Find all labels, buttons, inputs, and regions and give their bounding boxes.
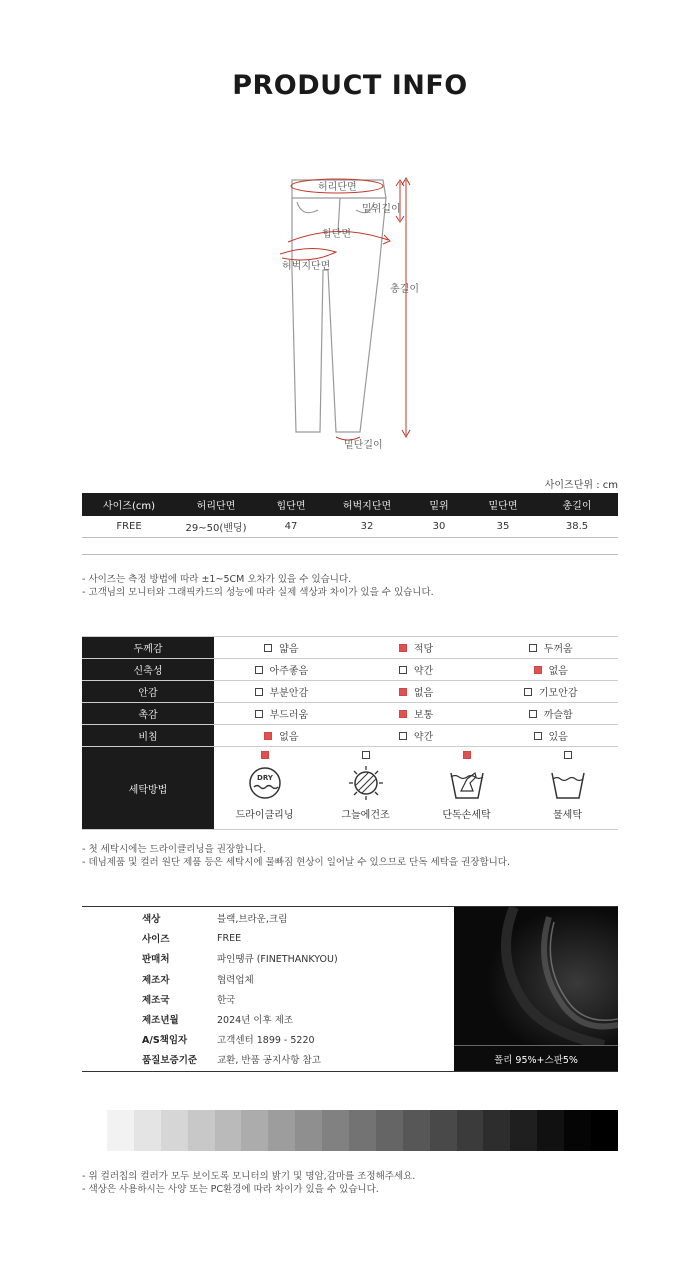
washing-row	[82, 747, 618, 830]
washing-item-label: 물세탁	[553, 810, 582, 821]
attribute-option-label: 아주좋음	[269, 666, 309, 677]
size-cell: FREE	[82, 516, 176, 538]
washing-item-label: 그늘에건조	[341, 810, 390, 821]
attribute-option	[483, 637, 618, 658]
washing-item	[214, 747, 315, 829]
rise-label: 밑위길이	[362, 204, 401, 215]
attribute-option-label: 약간	[413, 666, 434, 677]
attribute-option-label: 없음	[279, 732, 299, 743]
unchecked-box-icon	[362, 751, 370, 759]
measure-lines	[280, 178, 410, 440]
shade-dry-icon	[344, 765, 388, 801]
attribute-option-label: 없음	[413, 688, 434, 699]
detail-key: 판매처	[142, 954, 170, 966]
attribute-options	[214, 725, 618, 746]
attribute-option-label: 부분안감	[269, 688, 309, 699]
unchecked-box-icon	[399, 666, 407, 674]
attribute-option-label: 부드러움	[269, 710, 309, 721]
attribute-option-label: 약간	[413, 732, 434, 743]
color-note: - 색상은 사용하시는 사양 또는 PC환경에 따라 차이가 있을 수 있습니다.	[82, 1184, 379, 1195]
attribute-label: 촉감	[82, 703, 214, 724]
attribute-option	[214, 659, 349, 680]
washing-item	[517, 747, 618, 829]
attribute-option	[483, 659, 618, 680]
size-table	[82, 493, 618, 538]
attribute-row	[82, 659, 618, 681]
size-cell: 38.5	[536, 516, 618, 538]
washing-label: 세탁방법	[82, 747, 214, 829]
attribute-option-label: 두꺼움	[543, 644, 573, 655]
attribute-row	[82, 703, 618, 725]
color-chip	[188, 1110, 215, 1151]
detail-row	[82, 969, 454, 989]
fabric-texture-image	[454, 907, 618, 1045]
attribute-options	[214, 703, 618, 724]
unchecked-box-icon	[524, 688, 532, 696]
attribute-option	[214, 725, 349, 746]
detail-row	[82, 1049, 454, 1069]
unchecked-box-icon	[564, 751, 572, 759]
checked-box-icon	[264, 732, 272, 740]
attribute-option	[214, 681, 349, 702]
unchecked-box-icon	[399, 732, 407, 740]
attribute-label: 비침	[82, 725, 214, 746]
unchecked-box-icon	[255, 710, 263, 718]
product-detail-table	[82, 906, 618, 1072]
unchecked-box-icon	[264, 644, 272, 652]
size-cell: 35	[470, 516, 536, 538]
attribute-option	[349, 681, 484, 702]
attribute-option-label: 보통	[413, 710, 434, 721]
checked-box-icon	[399, 710, 407, 718]
attribute-option-label: 까슬함	[543, 710, 573, 721]
color-chip	[483, 1110, 510, 1151]
fabric-image	[454, 907, 618, 1045]
wash-note: - 데님제품 및 컬러 원단 제품 등은 세탁시에 물빠짐 현상이 일어날 수 있으므로 단독 세탁을 권장합니다.	[82, 857, 511, 868]
hand-wash-icon	[445, 765, 489, 801]
attribute-row	[82, 725, 618, 747]
detail-row	[82, 1029, 454, 1049]
attribute-option	[349, 703, 484, 724]
size-header-total: 총길이	[536, 493, 618, 516]
detail-value: 교환, 반품 공지사항 참고	[217, 1055, 321, 1067]
attribute-options	[214, 659, 618, 680]
detail-key: A/S책임자	[142, 1035, 188, 1047]
size-header-rise: 밑위	[408, 493, 470, 516]
size-table-header-row	[82, 493, 618, 516]
attribute-option	[483, 681, 618, 702]
attribute-option	[349, 637, 484, 658]
attribute-options	[214, 637, 618, 658]
size-header-thigh: 허벅지단면	[326, 493, 408, 516]
attribute-label: 두께감	[82, 637, 214, 658]
detail-value: 협력업체	[217, 974, 254, 986]
attribute-table	[82, 636, 618, 830]
attribute-option	[214, 703, 349, 724]
fabric-composition: 폴리 95%+스판5%	[454, 1045, 618, 1071]
color-chip	[134, 1110, 161, 1151]
checked-box-icon	[399, 644, 407, 652]
washing-item-label: 단독손세탁	[442, 810, 491, 821]
attribute-label: 신축성	[82, 659, 214, 680]
thigh-label: 허벅지단면	[282, 261, 331, 272]
color-note: - 위 컬러칩의 컬러가 모두 보이도록 모니터의 밝기 및 명암,감마를 조정해주세요.	[82, 1171, 416, 1182]
attribute-option-label: 없음	[548, 666, 568, 677]
attribute-row	[82, 636, 618, 659]
washing-item-label: 드라이클리닝	[235, 810, 294, 821]
color-chip	[403, 1110, 430, 1151]
unchecked-box-icon	[529, 710, 537, 718]
attribute-option	[349, 659, 484, 680]
size-cell: 30	[408, 516, 470, 538]
color-chip	[295, 1110, 322, 1151]
water-wash-icon	[546, 765, 590, 801]
size-unit-label: 사이즈단위 : cm	[544, 480, 618, 491]
color-chip	[430, 1110, 457, 1151]
size-header-hip: 힙단면	[256, 493, 326, 516]
detail-row	[82, 908, 454, 928]
dry-clean-icon-text: DRY	[256, 774, 273, 782]
detail-key: 품질보증기준	[142, 1055, 198, 1067]
page-title: PRODUCT INFO	[232, 70, 468, 101]
checked-box-icon	[261, 751, 269, 759]
color-chip	[591, 1110, 618, 1151]
size-header-hem: 밑단면	[470, 493, 536, 516]
attribute-option	[483, 703, 618, 724]
detail-key: 제조년월	[142, 1015, 179, 1026]
detail-value: 2024년 이후 제조	[217, 1015, 294, 1026]
pants-outline	[292, 180, 386, 432]
attribute-option-label: 적당	[413, 644, 434, 655]
waist-label: 허리단면	[318, 182, 357, 193]
unchecked-box-icon	[255, 666, 263, 674]
color-chip	[322, 1110, 349, 1151]
checked-box-icon	[534, 666, 542, 674]
detail-row	[82, 948, 454, 968]
pants-measurement-diagram	[0, 160, 700, 460]
detail-key: 제조자	[142, 974, 170, 986]
detail-value: FREE	[217, 932, 242, 944]
detail-row	[82, 928, 454, 948]
color-chip	[349, 1110, 376, 1151]
size-cell: 47	[256, 516, 326, 538]
color-chip	[564, 1110, 591, 1151]
size-cell: 29~50(밴딩)	[176, 516, 256, 538]
color-chip	[215, 1110, 242, 1151]
wash-note: - 첫 세탁시에는 드라이클리닝을 권장합니다.	[82, 844, 266, 855]
detail-row	[82, 989, 454, 1009]
color-chip	[457, 1110, 484, 1151]
attribute-option	[214, 637, 349, 658]
size-note: - 고객님의 모니터와 그래픽카드의 성능에 따라 실제 색상과 차이가 있을 수 있습니다.	[82, 587, 434, 598]
detail-value: 블랙,브라운,크림	[217, 914, 288, 925]
detail-value: 고객센터 1899 - 5220	[217, 1035, 315, 1047]
washing-item	[315, 747, 416, 829]
detail-value: 파인땡큐 (FINETHANKYOU)	[217, 954, 338, 966]
attribute-option-label: 있음	[548, 732, 568, 743]
color-chip	[107, 1110, 134, 1151]
attribute-option	[483, 725, 618, 746]
checked-box-icon	[399, 688, 407, 696]
dry-clean-icon	[243, 765, 287, 801]
attribute-option-label: 얇음	[279, 644, 299, 655]
attribute-label: 안감	[82, 681, 214, 702]
color-chip	[376, 1110, 403, 1151]
unchecked-box-icon	[534, 732, 542, 740]
color-chip	[537, 1110, 564, 1151]
attribute-row	[82, 681, 618, 703]
size-header-waist: 허리단면	[176, 493, 256, 516]
unchecked-box-icon	[529, 644, 537, 652]
washing-item	[416, 747, 517, 829]
detail-key: 제조국	[142, 994, 170, 1006]
attribute-options	[214, 681, 618, 702]
attribute-option	[349, 725, 484, 746]
unchecked-box-icon	[255, 688, 263, 696]
size-table-empty-row	[82, 535, 618, 555]
color-chip	[268, 1110, 295, 1151]
color-chip	[241, 1110, 268, 1151]
detail-row	[82, 1009, 454, 1029]
checked-box-icon	[463, 751, 471, 759]
detail-key: 사이즈	[142, 934, 170, 946]
detail-value: 한국	[217, 994, 236, 1006]
color-chip	[161, 1110, 188, 1151]
total-length-label: 총길이	[390, 284, 419, 295]
color-chip-bar	[107, 1110, 618, 1151]
hip-label: 힙단면	[322, 229, 351, 240]
color-chip	[510, 1110, 537, 1151]
hem-label: 밑단길이	[344, 440, 383, 451]
attribute-option-label: 기모안감	[538, 688, 578, 699]
detail-key: 색상	[142, 914, 161, 925]
size-note: - 사이즈는 측정 방법에 따라 ±1~5CM 오차가 있을 수 있습니다.	[82, 574, 352, 585]
size-cell: 32	[326, 516, 408, 538]
size-header-size: 사이즈(cm)	[82, 493, 176, 516]
